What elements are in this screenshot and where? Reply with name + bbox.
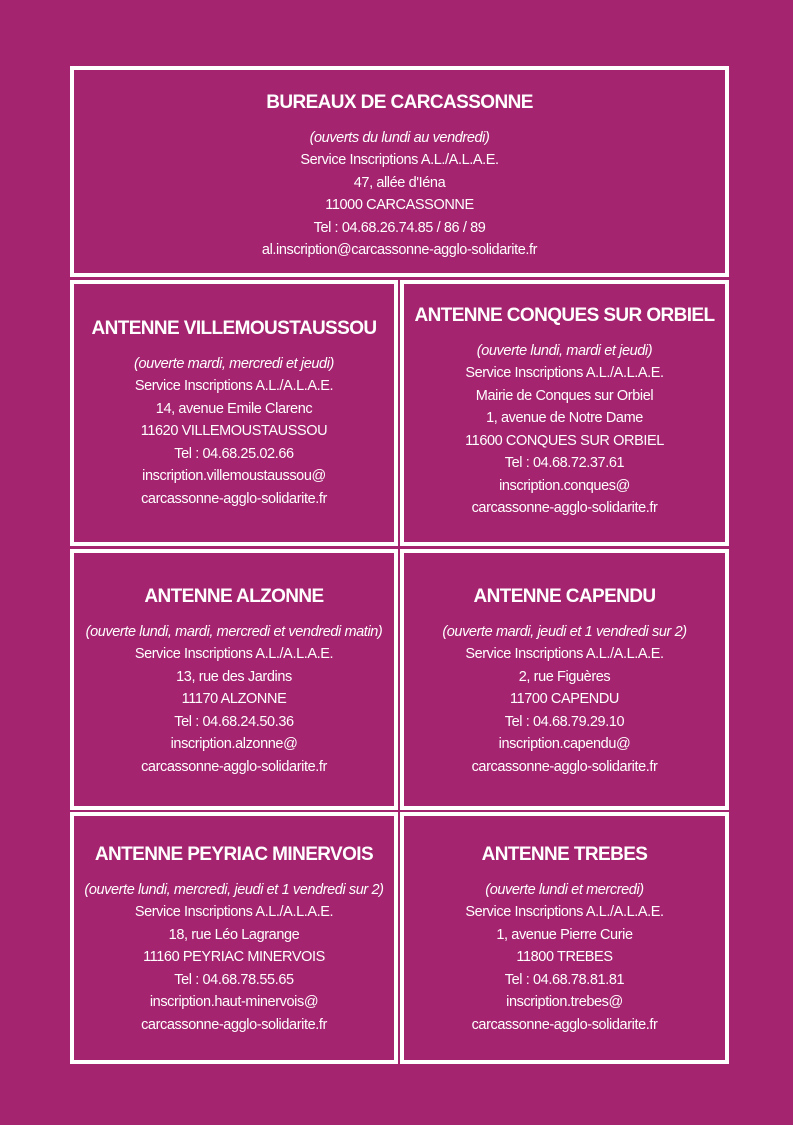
office-address: 1, avenue de Notre Dame bbox=[486, 410, 643, 426]
office-email-line-2: carcassonne-agglo-solidarite.fr bbox=[141, 1016, 327, 1033]
office-email-line-1: inscription.alzonne@ bbox=[170, 736, 298, 752]
office-email-line-2: carcassonne-agglo-solidarite.fr bbox=[471, 1016, 658, 1033]
office-place: Mairie de Conques sur Orbiel bbox=[475, 387, 654, 404]
office-title: ANTENNE CAPENDU bbox=[473, 586, 656, 607]
office-hours: (ouverte mardi, mercredi et jeudi) bbox=[134, 356, 334, 372]
office-city: 11000 CARCASSONNE bbox=[325, 197, 474, 213]
office-service: Service Inscriptions A.L./A.L.A.E. bbox=[465, 365, 664, 381]
office-city: 11620 VILLEMOUSTAUSSOU bbox=[140, 423, 328, 439]
office-hours: (ouverts du lundi au vendredi) bbox=[309, 130, 490, 146]
office-title: BUREAUX DE CARCASSONNE bbox=[266, 92, 533, 113]
office-email-line-1: inscription.capendu@ bbox=[498, 736, 631, 752]
office-email-line-1: inscription.trebes@ bbox=[506, 994, 623, 1010]
office-address: 47, allée d'Iéna bbox=[353, 174, 446, 191]
office-phone: Tel : 04.68.24.50.36 bbox=[174, 713, 294, 730]
office-address: 1, avenue Pierre Curie bbox=[496, 926, 633, 943]
office-service: Service Inscriptions A.L./A.L.A.E. bbox=[300, 152, 499, 168]
office-email-line-1: inscription.haut-minervois@ bbox=[149, 994, 319, 1010]
office-title: ANTENNE PEYRIAC MINERVOIS bbox=[94, 844, 374, 865]
office-email-line-2: carcassonne-agglo-solidarite.fr bbox=[471, 758, 658, 775]
office-service: Service Inscriptions A.L./A.L.A.E. bbox=[134, 646, 334, 662]
office-box-villemoustaussou bbox=[70, 280, 398, 546]
office-phone: Tel : 04.68.25.02.66 bbox=[174, 445, 294, 462]
office-address: 18, rue Léo Lagrange bbox=[168, 926, 300, 943]
office-box-conques bbox=[400, 280, 729, 546]
office-box-trebes bbox=[400, 812, 729, 1064]
office-phone: Tel : 04.68.78.81.81 bbox=[504, 971, 625, 988]
office-city: 11170 ALZONNE bbox=[181, 691, 287, 707]
office-email-line-1: inscription.conques@ bbox=[499, 477, 630, 494]
office-hours: (ouverte lundi, mardi et jeudi) bbox=[476, 343, 653, 359]
office-service: Service Inscriptions A.L./A.L.A.E. bbox=[465, 646, 664, 662]
office-hours: (ouverte lundi, mardi, mercredi et vendredi matin) bbox=[85, 624, 383, 640]
office-address: 2, rue Figuères bbox=[518, 668, 611, 685]
office-service: Service Inscriptions A.L./A.L.A.E. bbox=[134, 378, 334, 394]
office-email-line-1: inscription.villemoustaussou@ bbox=[142, 468, 326, 484]
office-email: al.inscription@carcassonne-agglo-solidarite.fr bbox=[261, 242, 538, 258]
office-city: 11600 CONQUES SUR ORBIEL bbox=[465, 432, 664, 449]
office-address: 14, avenue Emile Clarenc bbox=[155, 400, 313, 417]
office-box-capendu bbox=[400, 549, 729, 810]
office-email-line-2: carcassonne-agglo-solidarite.fr bbox=[141, 758, 327, 775]
office-city: 11800 TREBES bbox=[516, 949, 613, 965]
office-phone: Tel : 04.68.78.55.65 bbox=[174, 971, 294, 988]
office-phone: Tel : 04.68.26.74.85 / 86 / 89 bbox=[313, 219, 486, 236]
office-phone: Tel : 04.68.79.29.10 bbox=[504, 713, 625, 730]
office-box-peyriac bbox=[70, 812, 398, 1064]
office-hours: (ouverte lundi, mercredi, jeudi et 1 vendredi sur 2) bbox=[84, 882, 384, 898]
office-service: Service Inscriptions A.L./A.L.A.E. bbox=[134, 904, 334, 920]
office-phone: Tel : 04.68.72.37.61 bbox=[504, 455, 625, 471]
office-city: 11700 CAPENDU bbox=[510, 691, 619, 707]
office-box-alzonne bbox=[70, 549, 398, 810]
office-email-line-2: carcassonne-agglo-solidarite.fr bbox=[141, 490, 327, 507]
office-box-carcassonne bbox=[70, 66, 729, 277]
office-service: Service Inscriptions A.L./A.L.A.E. bbox=[465, 904, 664, 920]
office-title: ANTENNE VILLEMOUSTAUSSOU bbox=[91, 318, 377, 339]
office-address: 13, rue des Jardins bbox=[176, 668, 292, 685]
office-title: ANTENNE TREBES bbox=[481, 844, 648, 865]
office-city: 11160 PEYRIAC MINERVOIS bbox=[143, 949, 325, 965]
office-hours: (ouverte lundi et mercredi) bbox=[485, 882, 644, 898]
office-title: ANTENNE ALZONNE bbox=[144, 586, 324, 607]
office-email-line-2: carcassonne-agglo-solidarite.fr bbox=[471, 500, 658, 516]
office-hours: (ouverte mardi, jeudi et 1 vendredi sur 2) bbox=[442, 624, 687, 640]
office-title: ANTENNE CONQUES SUR ORBIEL bbox=[414, 305, 715, 326]
